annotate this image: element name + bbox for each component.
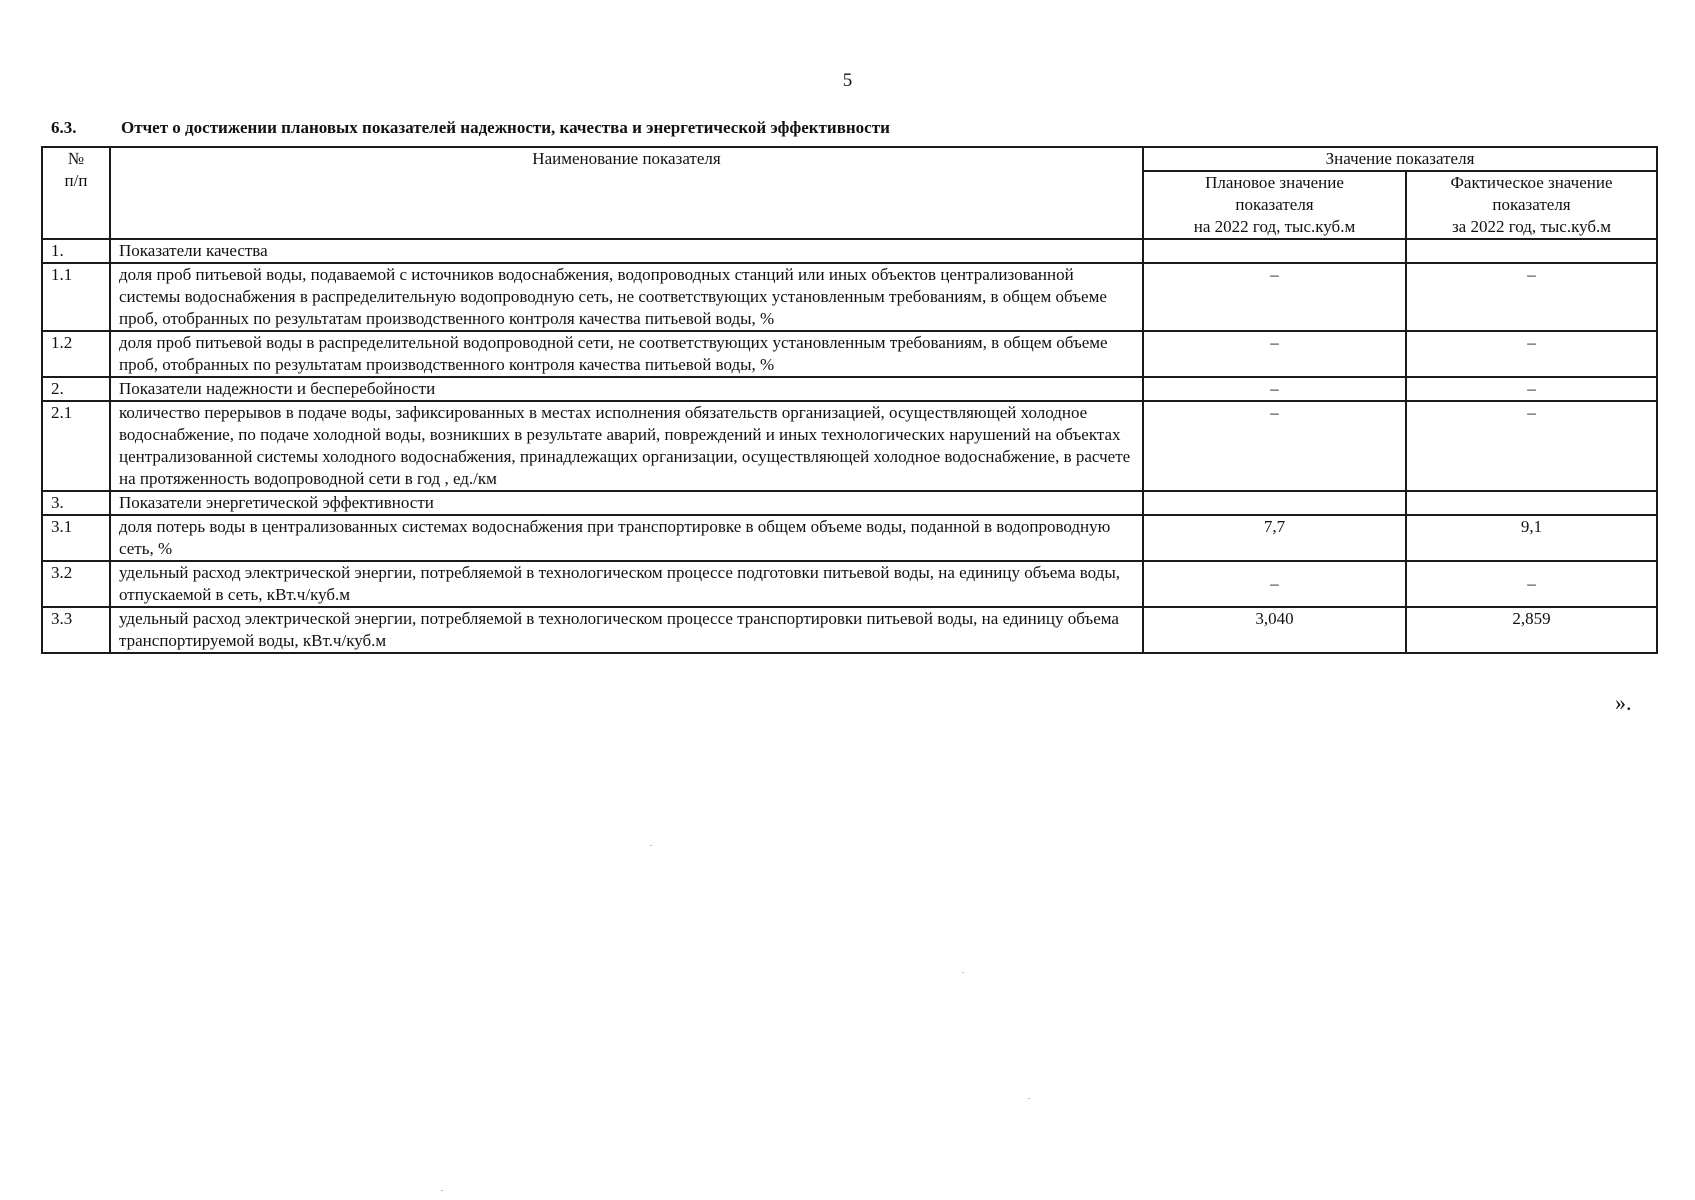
row-plan: – <box>1143 561 1406 607</box>
table-row <box>42 561 1657 607</box>
table-row <box>42 607 1657 653</box>
table-row <box>42 401 1657 491</box>
table-row <box>42 331 1657 377</box>
row-num: 3.3 <box>42 607 110 653</box>
row-fact: – <box>1406 561 1657 607</box>
row-name: Показатели качества <box>110 239 1143 263</box>
row-name: Показатели энергетической эффективности <box>110 491 1143 515</box>
row-plan <box>1143 239 1406 263</box>
row-plan: – <box>1143 401 1406 491</box>
row-plan <box>1143 491 1406 515</box>
row-num: 2. <box>42 377 110 401</box>
row-plan: – <box>1143 263 1406 331</box>
row-num: 3. <box>42 491 110 515</box>
scan-speck <box>441 1190 443 1191</box>
row-num: 2.1 <box>42 401 110 491</box>
header-plan: Плановое значение показателя на 2022 год, тыс.куб.м <box>1143 171 1406 239</box>
indicators-table <box>41 146 1658 654</box>
header-value-group: Значение показателя <box>1143 147 1657 171</box>
row-fact: – <box>1406 263 1657 331</box>
row-fact: – <box>1406 331 1657 377</box>
scan-speck <box>1028 1098 1030 1099</box>
row-name: доля проб питьевой воды, подаваемой с источников водоснабжения, водопроводных станций или иных объектов централизованной системы водоснабжения в распределительную водопроводную сеть, не соответствующих установленным требованиям, в общем объеме проб, отобранных по результатам производственного контроля качества питьевой воды, % <box>110 263 1143 331</box>
row-fact: 2,859 <box>1406 607 1657 653</box>
row-fact: 9,1 <box>1406 515 1657 561</box>
row-name: количество перерывов в подаче воды, зафиксированных в местах исполнения обязательств организацией, осуществляющей холодное водоснабжение, по подаче холодной воды, возникших в результате аварий, повреждений и иных технологических нарушений на объектах централизованной системы холодного водоснабжения, принадлежащих организации, осуществляющей холодное водоснабжение, в расчете на протяженность водопроводной сети в год , ед./км <box>110 401 1143 491</box>
header-name: Наименование показателя <box>110 147 1143 239</box>
row-name: доля проб питьевой воды в распределительной водопроводной сети, не соответствующих установленным требованиям, в общем объеме проб, отобранных по результатам производственного контроля качества питьевой воды, % <box>110 331 1143 377</box>
table-row <box>42 263 1657 331</box>
row-fact <box>1406 491 1657 515</box>
row-plan: – <box>1143 331 1406 377</box>
row-num: 1. <box>42 239 110 263</box>
row-fact <box>1406 239 1657 263</box>
row-name: Показатели надежности и бесперебойности <box>110 377 1143 401</box>
section-number: 6.3. <box>51 118 77 137</box>
scan-speck <box>650 845 652 846</box>
row-name: доля потерь воды в централизованных системах водоснабжения при транспортировке в общем объеме воды, поданной в водопроводную сеть, % <box>110 515 1143 561</box>
scan-speck <box>962 972 964 973</box>
table-row <box>42 239 1657 263</box>
header-fact: Фактическое значение показателя за 2022 год, тыс.куб.м <box>1406 171 1657 239</box>
row-num: 3.2 <box>42 561 110 607</box>
table-row <box>42 491 1657 515</box>
table-row <box>42 515 1657 561</box>
table-header-row <box>42 147 1657 171</box>
row-num: 1.1 <box>42 263 110 331</box>
closing-quote-mark: ». <box>1615 690 1632 715</box>
row-plan: 3,040 <box>1143 607 1406 653</box>
header-num: № п/п <box>42 147 110 239</box>
row-num: 1.2 <box>42 331 110 377</box>
row-fact: – <box>1406 377 1657 401</box>
row-num: 3.1 <box>42 515 110 561</box>
row-plan: 7,7 <box>1143 515 1406 561</box>
row-plan: – <box>1143 377 1406 401</box>
row-name: удельный расход электрической энергии, потребляемой в технологическом процессе подготовки питьевой воды, на единицу объема воды, отпускаемой в сеть, кВт.ч/куб.м <box>110 561 1143 607</box>
row-name: удельный расход электрической энергии, потребляемой в технологическом процессе транспортировки питьевой воды, на единицу объема транспортируемой воды, кВт.ч/куб.м <box>110 607 1143 653</box>
row-fact: – <box>1406 401 1657 491</box>
page-number: 5 <box>842 70 853 91</box>
section-heading <box>51 118 890 138</box>
table-row <box>42 377 1657 401</box>
section-title: Отчет о достижении плановых показателей надежности, качества и энергетической эффективности <box>121 118 890 137</box>
